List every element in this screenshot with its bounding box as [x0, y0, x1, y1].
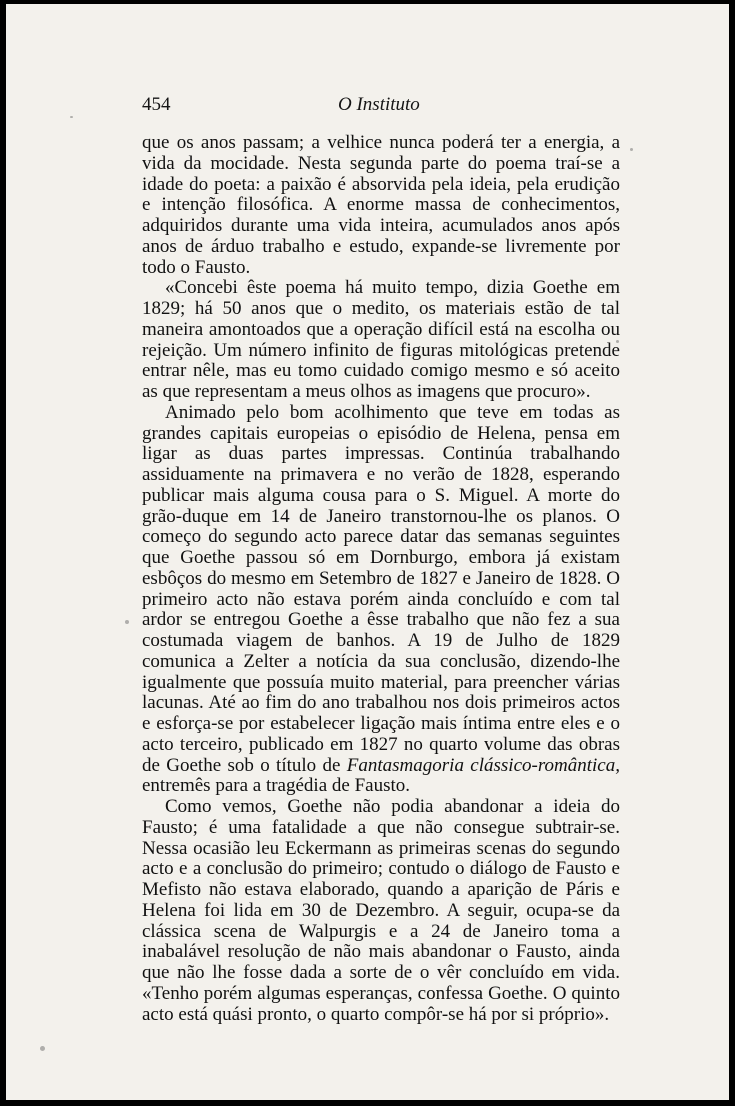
running-title: O Instituto: [338, 94, 420, 115]
paper-speck: [630, 148, 633, 151]
paragraph-helena-episode: [142, 403, 620, 797]
page-header: [142, 94, 620, 120]
paper-speck: [40, 1046, 45, 1051]
paper-speck: [70, 116, 73, 118]
italic-work-title: Fantasmagoria clássico-romântica,: [346, 754, 620, 776]
page-number: 454: [142, 94, 171, 115]
paragraph-text-after-title: entremês para a tragédia de Fausto.: [142, 775, 410, 797]
paragraph-fausto-fatality: Como vemos, Goethe não podia abandonar a ideia do Fausto; é uma fatalidade a que não consegue subtrair-se. Nessa ocasião leu Eckermann as primeiras scenas do segundo acto e a conclusão do primeiro; contudo o diálogo de Fausto e Mefisto não estava elaborado, quando a aparição de Páris e Helena foi lida em 30 de Dezembro. A seguir, ocupa-se da clássica scena de Walpurgis e a 24 de Janeiro toma a inabalável resolução de não mais abandonar o Fausto, ainda que não lhe fosse dada a sorte de o vêr concluído em vida. «Tenho porém algumas esperanças, confessa Goethe. O quinto acto está quási pronto, o quarto compôr-se há por si próprio».: [142, 796, 620, 1025]
paragraph-continuation: que os anos passam; a velhice nunca poderá ter a energia, a vida da mocidade. Nesta segunda parte do poema traí-se a idade do poeta: a paixão é absorvida pela ideia, pela erudição e intenção filosófica. A enorme massa de conhecimentos, adquiridos durante uma vida inteira, acumulados anos após anos de árduo trabalho e estudo, expande-se livremente por todo o Fausto.: [142, 132, 620, 278]
paragraph-text-before-title: Animado pelo bom acolhimento que teve em todas as grandes capitais europeias o episódio de Helena, pensa em ligar as duas partes impressas. Continúa trabalhando assiduamente na primavera e no verão de 1828, esperando publicar mais alguma cousa para o S. Miguel. A morte do grão-duque em 14 de Janeiro transtornou-lhe os planos. O começo do segundo acto parece datar das semanas seguintes que Goethe passou só em Dornburgo, embora já existam esbôços do mesmo em Setembro de 1827 e Janeiro de 1828. O primeiro acto não estava porém ainda concluído e com tal ardor se entregou Goethe a êsse trabalho que não fez a sua costumada viagem de banhos. A 19 de Julho de 1829 comunica a Zelter a notícia da sua conclusão, dizendo-lhe igualmente que possuía muito material, para preencher várias lacunas. Até ao fim do ano trabalhou nos dois primeiros actos e esforça-se por estabelecer ligação mais íntima entre eles e o acto terceiro, publicado em 1827 no quarto volume das obras de Goethe sob o título de: [142, 401, 620, 776]
book-page: [6, 4, 729, 1100]
paper-speck: [125, 620, 129, 624]
paragraph-goethe-quote: «Concebi êste poema há muito tempo, dizia Goethe em 1829; há 50 anos que o medito, os materiais estão de tal maneira amontoados que a operação difícil está na escolha ou rejeição. Um número infinito de figuras mitológicas pretende entrar nêle, mas eu tomo cuidado comigo mesmo e só aceito as que representam a meus olhos as imagens que procuro».: [142, 277, 620, 402]
body-text: [142, 133, 620, 1025]
